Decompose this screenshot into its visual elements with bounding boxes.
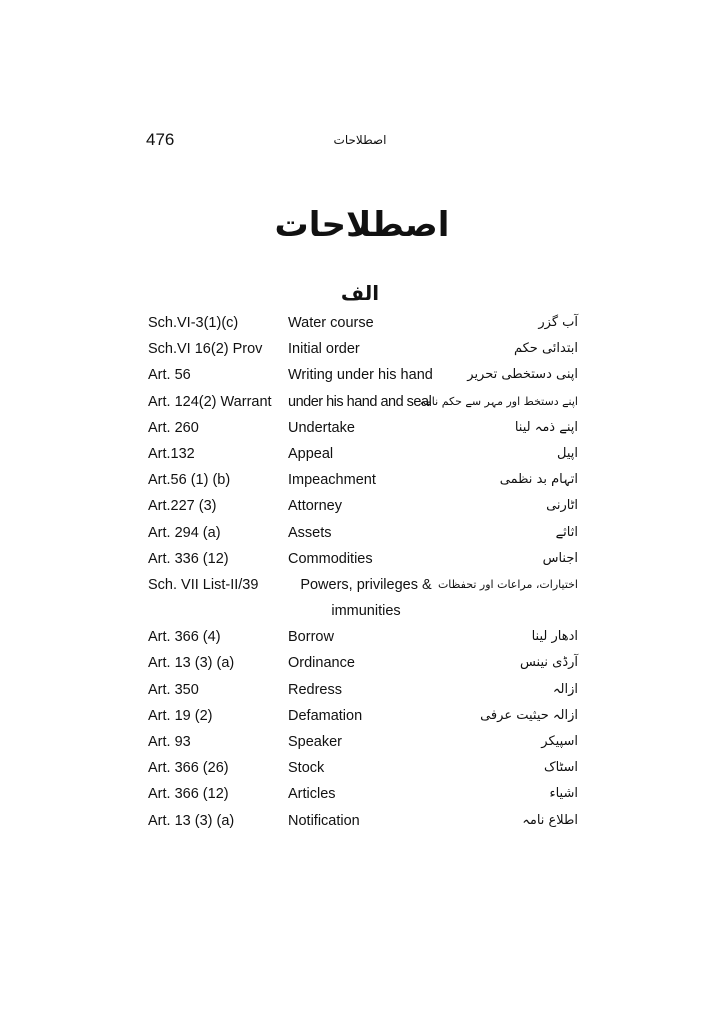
glossary-entry [148,520,578,546]
urdu-term: اپنے ذمہ لینا [514,419,578,435]
article-reference: Art. 350 [148,681,199,698]
article-reference: Sch.VI 16(2) Prov [148,341,263,358]
english-term: under his hand and seal [288,393,432,410]
glossary-entry [148,781,578,807]
urdu-term: ادھار لینا [531,629,578,645]
glossary-entry [148,336,578,362]
glossary-entry [148,362,578,388]
article-reference: Sch. VII List-II/39 [148,576,259,593]
article-reference: Art. 13 (3) (a) [148,655,235,672]
glossary-entry [148,415,578,441]
glossary-entry [148,703,578,729]
urdu-term: آرڈی نینس [519,655,578,671]
running-header: اصطلاحات [333,133,387,147]
glossary-entry [148,729,578,755]
english-term: Initial order [288,341,360,358]
urdu-term: اپنے دستخط اور مہر سے حکم نامہ [419,394,578,408]
english-term: Redress [288,681,342,698]
english-term: Assets [288,524,332,541]
article-reference: Art. 124(2) Warrant [148,393,272,410]
urdu-term: اشیاء [549,786,578,802]
english-term: Writing under his hand [288,367,433,384]
english-term: Powers, privileges & immunities [300,576,432,620]
article-reference: Art. 56 [148,367,191,384]
english-term: Articles [288,786,336,803]
glossary-entry [148,650,578,676]
english-term: Appeal [288,445,334,462]
glossary-entry [148,467,578,493]
english-term: Speaker [288,734,343,751]
section-heading: الف [340,281,380,305]
article-reference: Art. 294 (a) [148,524,221,541]
article-reference: Art. 366 (26) [148,760,229,777]
glossary-entry [148,310,578,336]
article-reference: Art.56 (1) (b) [148,472,231,489]
urdu-term: اثاثے [555,524,578,540]
english-term: Water course [288,315,374,331]
english-term: Ordinance [288,655,355,672]
glossary-entry [148,624,578,650]
glossary-entry [148,677,578,703]
article-reference: Art. 366 (4) [148,629,221,646]
english-term: Stock [288,760,325,777]
article-reference: Sch.VI-3(1)(c) [148,315,239,331]
glossary-entry [148,389,578,415]
urdu-term: اتہام بد نظمی [499,472,578,488]
urdu-term: ابتدائی حکم [513,341,578,357]
urdu-term: اپنی دستخطی تحریر [467,367,578,383]
urdu-term: اٹارنی [546,498,578,514]
glossary-entry [148,572,578,624]
article-reference: Art. 336 (12) [148,550,229,567]
glossary-entry [148,755,578,781]
urdu-term: اطلاع نامہ [522,812,578,828]
glossary-entry [148,808,578,834]
glossary-entry [148,441,578,467]
english-term: Commodities [288,550,373,567]
urdu-term: آب گزر [538,315,578,330]
article-reference: Art.227 (3) [148,498,217,515]
article-reference: Art. 13 (3) (a) [148,812,235,829]
urdu-term: ازالہ [552,681,578,697]
article-reference: Art. 260 [148,419,199,436]
article-reference: Art.132 [148,445,195,462]
glossary-entry [148,546,578,572]
glossary-entry [148,493,578,519]
glossary-list [148,310,578,834]
urdu-term: اسٹاک [543,760,578,776]
urdu-term: اجناس [542,550,578,566]
english-term: Notification [288,812,360,829]
article-reference: Art. 366 (12) [148,786,229,803]
english-term: Attorney [288,498,342,515]
urdu-term: اسپیکر [541,734,578,750]
english-term: Defamation [288,707,363,724]
page-number: 476 [146,130,175,149]
page-title: اصطلاحات [274,205,450,245]
article-reference: Art. 19 (2) [148,707,213,724]
english-term: Undertake [288,419,355,436]
urdu-term: ازالہ حیثیت عرفی [480,707,578,723]
english-term: Impeachment [288,472,376,489]
english-term: Borrow [288,629,334,646]
urdu-term: اختیارات، مراعات اور تحفظات [437,577,578,591]
urdu-term: اپیل [557,445,578,461]
article-reference: Art. 93 [148,734,191,751]
